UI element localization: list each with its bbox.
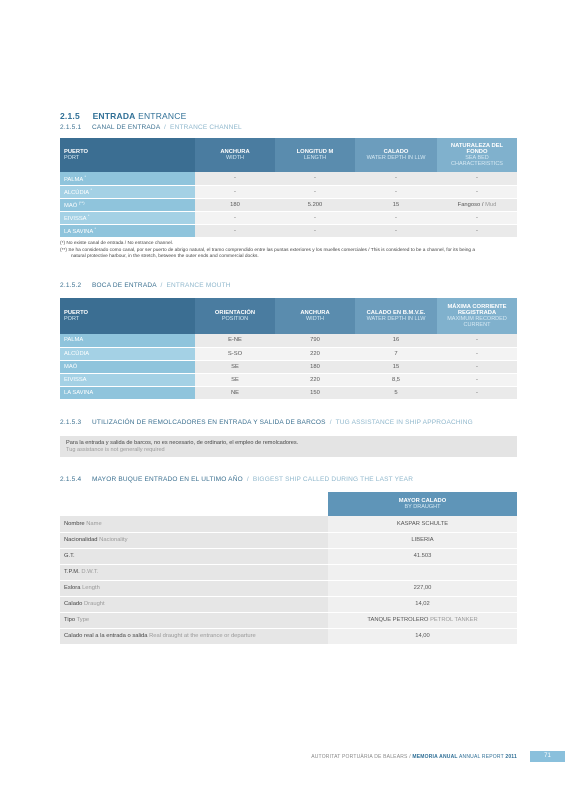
col-orientacion: ORIENTACIÓN POSITION <box>195 298 275 334</box>
port-cell: ALCÚDIA * <box>60 185 195 198</box>
table-row <box>60 185 517 198</box>
port-cell: EIVISSA <box>60 373 195 386</box>
depth-cell: - <box>355 211 437 224</box>
heading-separator: / <box>329 419 332 426</box>
section-title-es: ENTRADA <box>92 111 136 121</box>
table-row <box>60 373 517 386</box>
length-cell: 5.200 <box>275 198 355 211</box>
row-label: Calado real a la entrada o salida Real draught at the entrance or departure <box>60 628 328 644</box>
col-corriente: MÁXIMA CORRIENTE REGISTRADA MAXIMUM RECORDED CURRENT <box>437 298 517 334</box>
width-cell: 180 <box>275 360 355 373</box>
table-row <box>60 347 517 360</box>
table-row <box>60 548 517 564</box>
table-row <box>60 628 517 644</box>
table-row <box>60 386 517 399</box>
current-cell: - <box>437 386 517 399</box>
port-cell: MAÓ <box>60 360 195 373</box>
tug-text-es: Para la entrada y salida de barcos, no es necesario, de ordinario, el empleo de remolcadores. <box>66 440 299 446</box>
row-value <box>328 564 517 580</box>
heading-separator: / <box>160 282 163 289</box>
tug-text-box <box>60 436 517 457</box>
row-label: Tipo Type <box>60 612 328 628</box>
heading-separator: / <box>246 476 249 483</box>
boca-table <box>60 298 517 400</box>
col-naturaleza: NATURALEZA DEL FONDO SEA BED CHARACTERISTICS <box>437 138 517 172</box>
tug-title-en: TUG ASSISTANCE IN SHIP APPROACHING <box>335 419 473 426</box>
canal-table <box>60 138 517 238</box>
port-cell: ALCÚDIA <box>60 347 195 360</box>
port-cell: LA SAVINA <box>60 386 195 399</box>
boca-title-es: BOCA DE ENTRADA <box>92 282 157 289</box>
depth-cell: - <box>355 172 437 185</box>
width-cell: - <box>195 224 275 237</box>
col-mayor-calado: MAYOR CALADO BY DRAUGHT <box>328 492 517 516</box>
table-row <box>60 172 517 185</box>
width-cell: 150 <box>275 386 355 399</box>
port-cell: PALMA <box>60 334 195 347</box>
tug-number: 2.1.5.3 <box>60 419 82 426</box>
row-value: LIBERIA <box>328 532 517 548</box>
row-value: 14,00 <box>328 628 517 644</box>
nature-cell: Fangoso / Mud <box>437 198 517 211</box>
port-cell: PALMA * <box>60 172 195 185</box>
width-cell: - <box>195 172 275 185</box>
section-title-en: ENTRANCE <box>138 111 187 121</box>
row-label: Nombre Name <box>60 516 328 532</box>
orient-cell: E-NE <box>195 334 275 347</box>
row-label: Nacionalidad Nacionality <box>60 532 328 548</box>
nature-cell: - <box>437 224 517 237</box>
col-longitud: LONGITUD M LENGTH <box>275 138 355 172</box>
current-cell: - <box>437 347 517 360</box>
length-cell: - <box>275 172 355 185</box>
depth-cell: - <box>355 224 437 237</box>
table-row <box>60 596 517 612</box>
col-puerto: PUERTO PORT <box>60 138 195 172</box>
canal-heading <box>60 124 242 131</box>
length-cell: - <box>275 224 355 237</box>
nature-cell: - <box>437 185 517 198</box>
heading-separator: / <box>164 124 167 131</box>
row-value: 41.503 <box>328 548 517 564</box>
row-value: KASPAR SCHULTE <box>328 516 517 532</box>
canal-notes <box>60 241 517 261</box>
width-cell: 790 <box>275 334 355 347</box>
footer-memoria: MEMORIA ANUAL <box>412 754 458 760</box>
orient-cell: SE <box>195 360 275 373</box>
length-cell: - <box>275 211 355 224</box>
ship-number: 2.1.5.4 <box>60 476 82 483</box>
depth-cell: - <box>355 185 437 198</box>
footer-separator: / <box>409 754 411 760</box>
col-anchura: ANCHURA WIDTH <box>275 298 355 334</box>
orient-cell: NE <box>195 386 275 399</box>
canal-title-es: CANAL DE ENTRADA <box>92 124 160 131</box>
section-number: 2.1.5 <box>60 111 80 121</box>
row-label: T.P.M. D.W.T. <box>60 564 328 580</box>
tug-heading <box>60 419 473 426</box>
current-cell: - <box>437 360 517 373</box>
table-row <box>60 580 517 596</box>
boca-heading <box>60 282 231 289</box>
canal-title-en: ENTRANCE CHANNEL <box>170 124 242 131</box>
table-row <box>60 211 517 224</box>
note-line: natural protective harbour, in the stretch, between the outer ends and commercial docks. <box>71 254 259 259</box>
col-calado: CALADO WATER DEPTH IN LLW <box>355 138 437 172</box>
table-row <box>60 198 517 211</box>
note-line: (*) No existe canal de entrada / No entrance channel. <box>60 241 174 246</box>
table-row <box>60 360 517 373</box>
width-cell: 220 <box>275 347 355 360</box>
table-row <box>60 532 517 548</box>
width-cell: 180 <box>195 198 275 211</box>
depth-cell: 15 <box>355 198 437 211</box>
depth-cell: 5 <box>355 386 437 399</box>
table-row <box>60 612 517 628</box>
col-puerto: PUERTO PORT <box>60 298 195 334</box>
current-cell: - <box>437 373 517 386</box>
boca-title-en: ENTRANCE MOUTH <box>166 282 231 289</box>
table-row <box>60 564 517 580</box>
table-row <box>60 334 517 347</box>
tug-text-en: Tug assistance is not generally required <box>66 447 165 453</box>
current-cell: - <box>437 334 517 347</box>
depth-cell: 16 <box>355 334 437 347</box>
port-cell: MAÓ (**) <box>60 198 195 211</box>
row-value: 14,02 <box>328 596 517 612</box>
nature-cell: - <box>437 211 517 224</box>
table-row <box>60 516 517 532</box>
page-number: 71 <box>530 751 565 762</box>
ship-table <box>60 492 517 645</box>
ship-title-es: MAYOR BUQUE ENTRADO EN EL ULTIMO AÑO <box>92 476 243 483</box>
length-cell: - <box>275 185 355 198</box>
ship-heading <box>60 476 413 483</box>
table-row <box>60 224 517 237</box>
col-anchura: ANCHURA WIDTH <box>195 138 275 172</box>
section-heading <box>60 111 186 121</box>
width-cell: - <box>195 211 275 224</box>
footer-org: AUTORITAT PORTUÀRIA DE BALEARS <box>311 754 408 760</box>
row-label: Calado Draught <box>60 596 328 612</box>
footer-year: 2011 <box>505 754 517 760</box>
depth-cell: 8,5 <box>355 373 437 386</box>
orient-cell: S-SO <box>195 347 275 360</box>
boca-number: 2.1.5.2 <box>60 282 82 289</box>
depth-cell: 7 <box>355 347 437 360</box>
blank-header <box>60 492 328 516</box>
width-cell: - <box>195 185 275 198</box>
col-calado: CALADO EN B.M.V.E. WATER DEPTH IN LLW <box>355 298 437 334</box>
row-value: 227,00 <box>328 580 517 596</box>
port-cell: EIVISSA * <box>60 211 195 224</box>
footer-report: ANNUAL REPORT <box>459 754 504 760</box>
nature-cell: - <box>437 172 517 185</box>
port-cell: LA SAVINA * <box>60 224 195 237</box>
canal-number: 2.1.5.1 <box>60 124 82 131</box>
page-footer <box>311 754 517 760</box>
width-cell: 220 <box>275 373 355 386</box>
note-line: (**) Se ha considerado como canal, por ser puerto de abrigo natural, el tramo comprendido entre las puntas exteriores y los muelles comerciales / This is considered to be a channel, for its being a <box>60 247 476 253</box>
depth-cell: 15 <box>355 360 437 373</box>
row-label: Eslora Length <box>60 580 328 596</box>
ship-title-en: BIGGEST SHIP CALLED DURING THE LAST YEAR <box>252 476 414 483</box>
row-label: G.T. <box>60 548 328 564</box>
orient-cell: SE <box>195 373 275 386</box>
tug-title-es: UTILIZACIÓN DE REMOLCADORES EN ENTRADA Y SALIDA DE BARCOS <box>92 419 326 426</box>
row-value: TANQUE PETROLERO PETROL TANKER <box>328 612 517 628</box>
